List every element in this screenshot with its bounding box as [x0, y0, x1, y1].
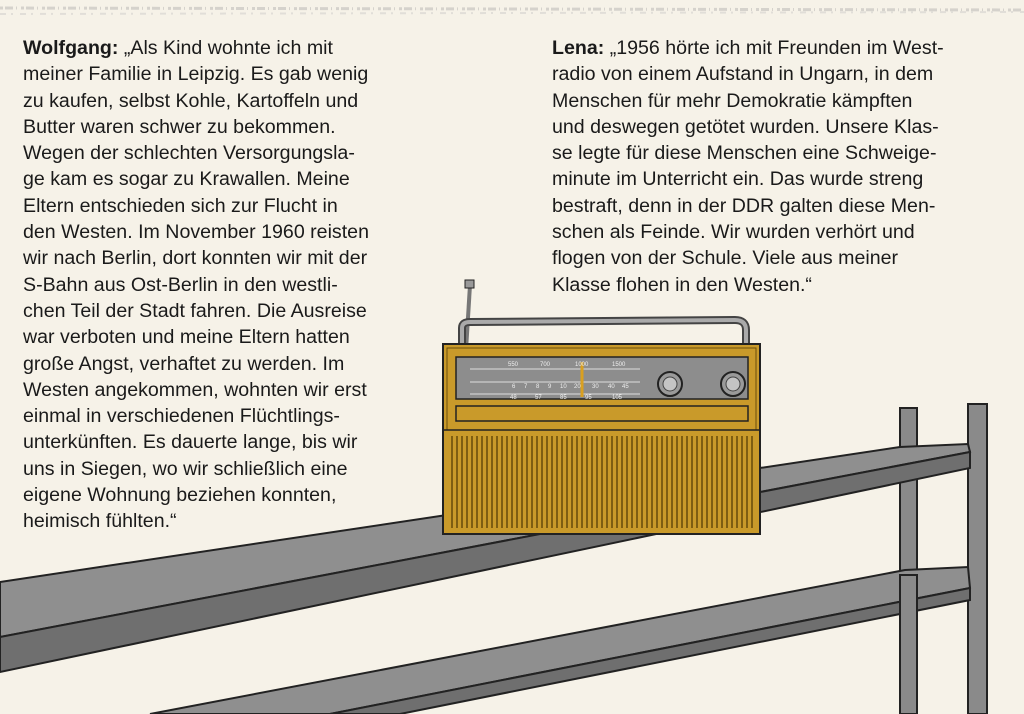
quote-line: den Westen. Im November 1960 reisten — [23, 221, 369, 244]
quote-line: chen Teil der Stadt fahren. Die Ausreise — [23, 299, 367, 322]
radio-dial-number: 20 — [574, 384, 581, 390]
radio-dial-number: 700 — [540, 362, 551, 368]
quote-line: Eltern entschieden sich zur Flucht in — [23, 194, 338, 217]
radio-antenna — [466, 285, 470, 350]
shelf-lower-board-edge — [330, 588, 970, 714]
quote-line: heimisch fühlten.“ — [23, 510, 177, 533]
quote-line: große Angst, verhaftet zu werden. Im — [23, 352, 345, 375]
radio-dial-number: 48 — [510, 395, 517, 401]
quote-line: Westen angekommen, wohnten wir erst — [23, 378, 367, 401]
quote-text: „1956 hörte ich mit Freunden im West- — [609, 37, 944, 59]
paper-top-grain — [0, 8, 1024, 14]
radio-dial-number: 550 — [508, 362, 519, 368]
quote-line: flogen von der Schule. Viele aus meiner — [552, 247, 899, 270]
quote-line — [552, 35, 1012, 61]
radio-dial-number: 95 — [585, 395, 592, 401]
radio-dial-number: 9 — [548, 384, 552, 390]
speaker-name: Lena: — [552, 37, 605, 59]
quote-line: minute im Unterricht ein. Das wurde streng — [552, 168, 924, 191]
quote-line: Wegen der schlechten Versorgungsla- — [23, 142, 355, 165]
radio-dial-panel — [456, 357, 748, 399]
radio-dial-number: 6 — [512, 384, 516, 390]
quote-line: ge kam es sogar zu Krawallen. Meine — [23, 168, 350, 191]
quote-line: zu kaufen, selbst Kohle, Kartoffeln und — [23, 89, 359, 112]
radio-dial-number: 85 — [560, 395, 567, 401]
quote-line: Klasse flohen in den Westen.“ — [552, 273, 812, 296]
radio-dial-number: 10 — [560, 384, 567, 390]
radio-band-strip — [456, 406, 748, 421]
quote-line: unterkünften. Es dauerte lange, bis wir — [23, 431, 358, 454]
quote-line: eigene Wohnung beziehen konnten, — [23, 484, 337, 507]
radio-dial-number: 105 — [612, 395, 623, 401]
quote-line — [23, 35, 443, 61]
quote-line: und deswegen getötet wurden. Unsere Klas- — [552, 115, 939, 138]
quote-text: „Als Kind wohnte ich mit — [123, 37, 333, 59]
quote-lena — [552, 35, 1012, 298]
speaker-name: Wolfgang: — [23, 37, 119, 59]
quote-line: war verboten und meine Eltern hatten — [23, 326, 350, 349]
radio-dial-number: 8 — [536, 384, 540, 390]
quote-line: wir nach Berlin, dort konnten wir mit der — [23, 247, 368, 270]
radio-dial-number: 40 — [608, 384, 615, 390]
quote-line: bestraft, denn in der DDR galten diese Men- — [552, 194, 936, 217]
quote-line: einmal in verschiedenen Flüchtlings- — [23, 405, 340, 428]
radio-dial-number: 45 — [622, 384, 629, 390]
radio-dial-number: 30 — [592, 384, 599, 390]
quote-line: meiner Familie in Leipzig. Es gab wenig — [23, 63, 369, 86]
quote-line: Menschen für mehr Demokratie kämpften — [552, 89, 913, 112]
quote-line: se legte für diese Menschen eine Schweige- — [552, 142, 937, 165]
quote-wolfgang — [23, 35, 443, 535]
radio-dial-number: 57 — [535, 395, 542, 401]
quote-line: uns in Siegen, wo wir schließlich eine — [23, 457, 348, 480]
shelf-post-right — [968, 404, 987, 714]
quote-line: S-Bahn aus Ost-Berlin in den westli- — [23, 273, 338, 296]
quote-line: radio von einem Aufstand in Ungarn, in dem — [552, 63, 934, 86]
quote-line: Butter waren schwer zu bekommen. — [23, 115, 336, 138]
radio-dial-number: 7 — [524, 384, 528, 390]
radio-speaker-grille — [452, 436, 752, 528]
radio — [443, 280, 760, 534]
radio-dial-number: 1000 — [575, 362, 589, 368]
quote-line: schen als Feinde. Wir wurden verhört und — [552, 221, 915, 244]
radio-dial-number: 1500 — [612, 362, 626, 368]
